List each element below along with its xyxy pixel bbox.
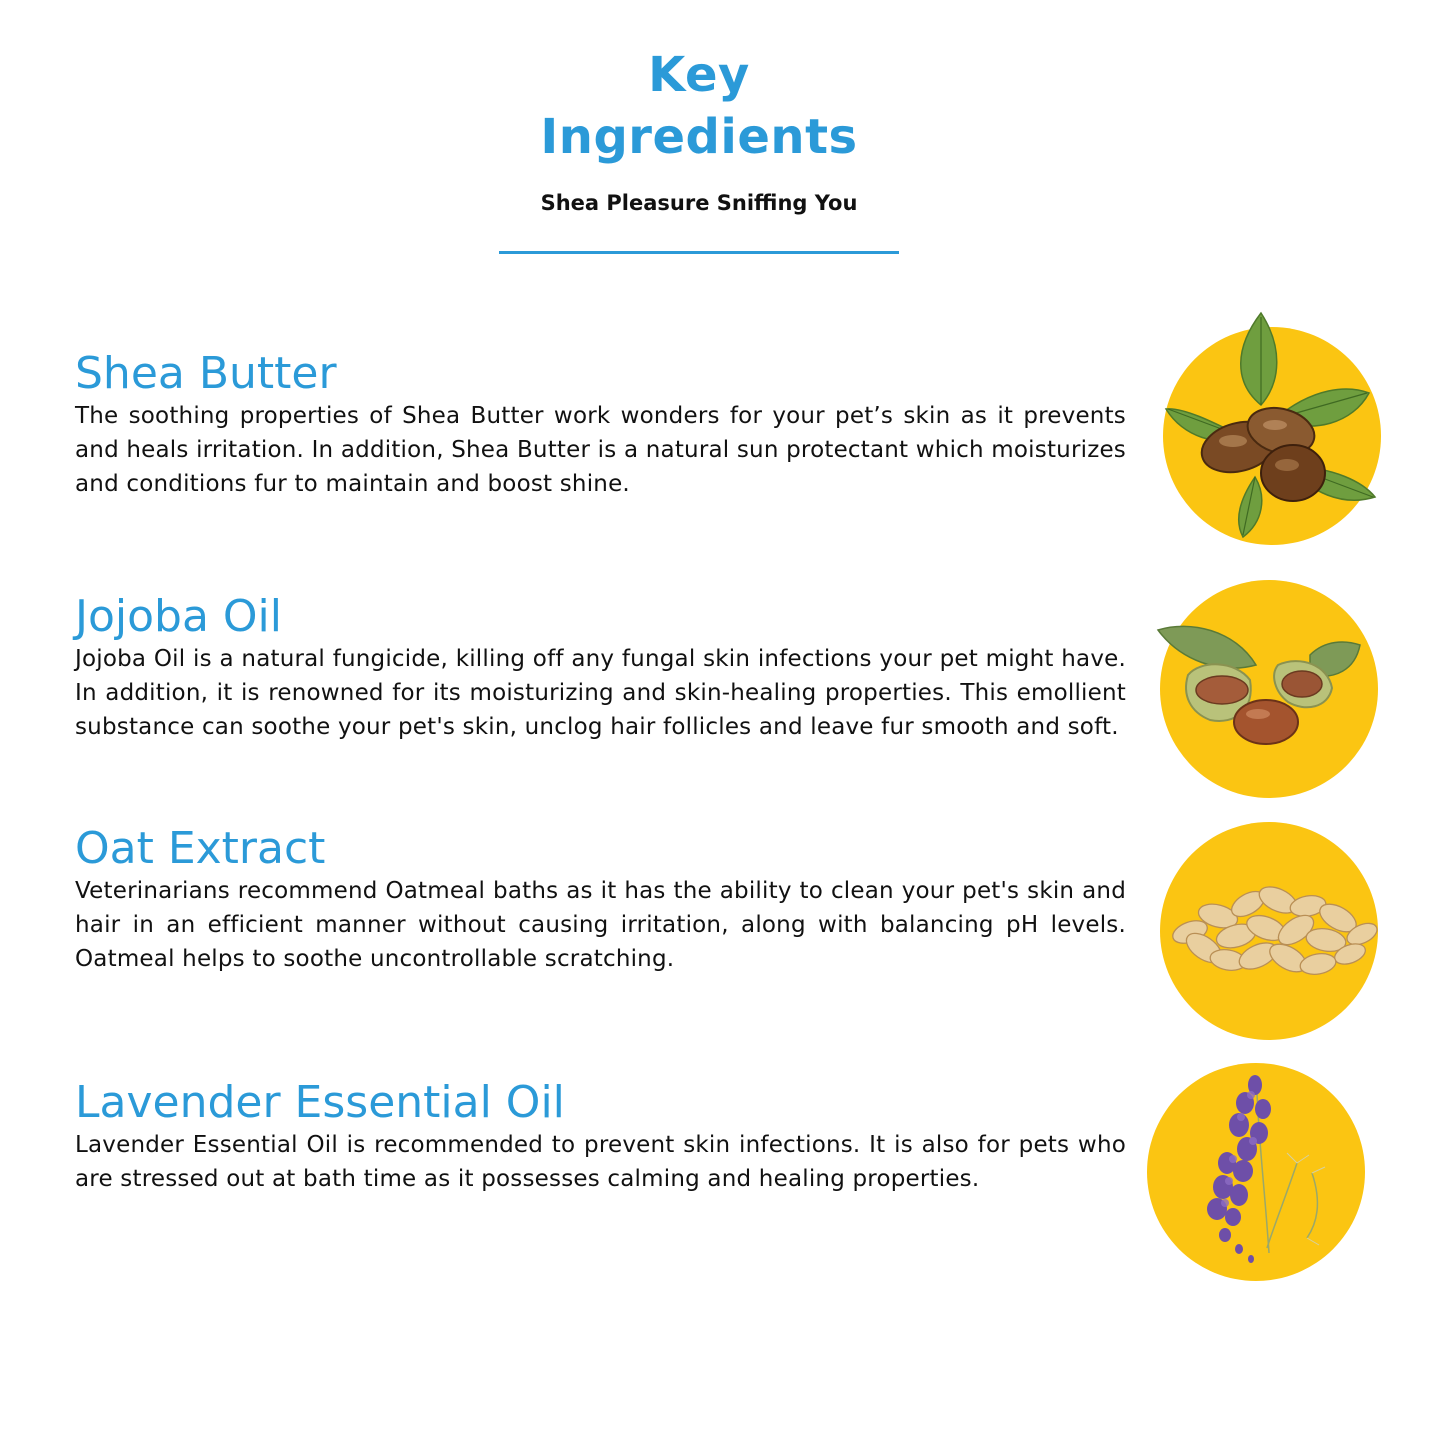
ingredient-name: Lavender Essential Oil xyxy=(75,1077,565,1128)
rolled-oats-image xyxy=(1160,822,1378,1040)
ingredient-description: Jojoba Oil is a natural fungicide, killing off any fungal skin infections your pet might have. In addition, it is renowned for its moisturizing and skin-healing properties. This emollient substance can soothe your pet's skin, unclog hair follicles and leave fur smooth and soft. xyxy=(75,646,1126,740)
ingredient-name: Oat Extract xyxy=(75,823,326,874)
page-header xyxy=(0,44,1398,216)
lavender-flowers-image xyxy=(1147,1063,1365,1281)
jojoba-seeds-image xyxy=(1160,580,1378,798)
ingredient-description: Lavender Essential Oil is recommended to prevent skin infections. It is also for pets who are stressed out at bath time as it possesses calming and healing properties. xyxy=(75,1132,1126,1192)
ingredient-jojoba-oil xyxy=(75,592,1126,744)
ingredient-description: The soothing properties of Shea Butter work wonders for your pet’s skin as it prevents and heals irritation. In addition, Shea Butter is a natural sun protectant which moisturizes and conditions fur to maintain and boost shine. xyxy=(75,403,1126,497)
ingredient-oat-extract xyxy=(75,824,1126,976)
page-title xyxy=(0,44,1398,168)
ingredient-name: Shea Butter xyxy=(75,348,337,399)
ingredient-shea-butter xyxy=(75,349,1126,501)
ingredient-name: Jojoba Oil xyxy=(75,591,283,642)
shea-nuts-leaves-image xyxy=(1163,327,1381,545)
ingredient-lavender-essential-oil xyxy=(75,1078,1126,1196)
ingredient-description: Veterinarians recommend Oatmeal baths as it has the ability to clean your pet's skin and hair in an efficient manner without causing irritation, along with balancing pH levels. Oatmeal helps to soothe uncontrollable scratching. xyxy=(75,878,1126,972)
header-divider xyxy=(499,251,899,254)
title-line-2: Ingredients xyxy=(540,109,858,165)
title-line-1: Key xyxy=(648,47,750,103)
page-subtitle: Shea Pleasure Sniffing You xyxy=(540,191,858,215)
